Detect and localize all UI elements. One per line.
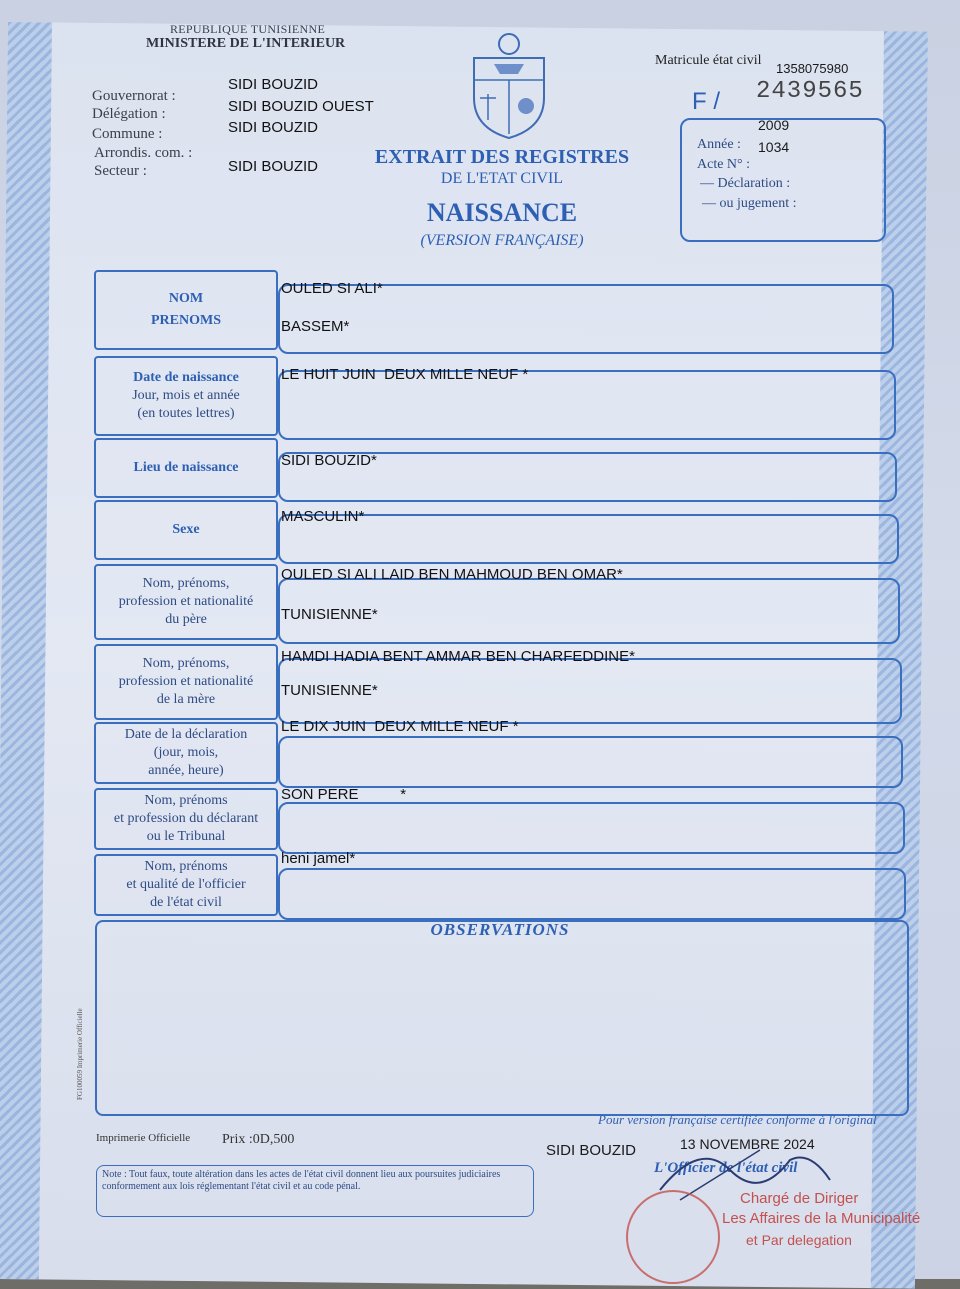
field-value-box [278,736,903,788]
field-value-box [278,514,899,564]
legal-note: Note : Tout faux, toute altération dans les actes de l'état civil donnent lieu aux poursuites judiciaires conformement aux lois réglementant l'état civil et au code pénal. [102,1169,501,1192]
field-label-title: Sexe [172,522,200,537]
secteur-value: SIDI BOUZID [228,158,319,175]
field-value: LE DIX JUIN DEUX MILLE NEUF * [281,718,519,735]
field-label-title: Lieu de naissance [133,460,239,475]
document-title-version: (VERSION FRANÇAISE) [420,232,584,249]
field-value: TUNISIENNE* [281,606,378,623]
field-label-text: Nom, prénoms et profession du déclarant ou le Tribunal [113,793,259,844]
field-label-text: Date de la déclaration (jour, mois, année, heure) [124,727,248,778]
field-value: LE HUIT JUIN DEUX MILLE NEUF * [281,366,529,383]
matricule-label: Matricule état civil [655,53,762,68]
acte-number-label: Acte N° : [697,157,751,172]
field-value-box [278,802,905,854]
document-title-line1: EXTRAIT DES REGISTRES [374,146,630,168]
field-value: HAMDI HADIA BENT AMMAR BEN CHARFEDDINE* [281,648,635,665]
stamp-line2: Les Affaires de la Municipalité [722,1210,921,1227]
municipal-stamp [626,1180,926,1280]
commune-label: Commune : [92,126,163,142]
field-label-box [94,788,278,850]
field-label-title: PRENOMS [151,313,221,328]
declaration-label: — Déclaration : [700,176,791,191]
document-title-line2: DE L'ETAT CIVIL [440,170,564,187]
field-value-box [278,868,906,920]
field-value: heni jamel* [281,850,356,867]
issue-date: 13 NOVEMBRE 2024 [680,1136,815,1152]
field-label-box [94,500,278,560]
commune-value: SIDI BOUZID [228,119,319,136]
officer-signature-label: L'Officier de l'état civil [654,1160,798,1176]
gouvernorat-label: Gouvernorat : [92,88,176,104]
field-value: TUNISIENNE* [281,682,378,699]
ministry-header: MINISTERE DE L'INTERIEUR [146,36,346,51]
delegation-label: Délégation : [92,106,166,122]
delegation-value: SIDI BOUZID OUEST [228,98,374,115]
field-label-box [94,438,278,498]
field-label-title: Date de naissance [133,370,239,385]
stamp-line1: Chargé de Diriger [740,1190,859,1207]
document-title-naissance: NAISSANCE [426,198,578,227]
gouvernorat-value: SIDI BOUZID [228,76,319,93]
decorative-border-left [0,22,52,1279]
stamp-seal-circle [626,1190,720,1284]
field-label-box [94,644,278,720]
field-label-text: Nom, prénoms et qualité de l'officier de l'état civil [126,859,246,910]
field-value: BASSEM* [281,318,350,335]
side-print-code: FG100059 Imprimerie Officielle [76,1008,84,1100]
field-label-box [94,854,278,916]
field-label-box [94,356,278,436]
jugement-label: — ou jugement : [702,196,797,211]
serial-prefix: F / [692,88,720,115]
price-label: Prix :0D,500 [222,1132,295,1147]
issue-place: SIDI BOUZID [546,1142,637,1159]
republic-header: REPUBLIQUE TUNISIENNE [170,22,326,36]
field-label-box [94,722,278,784]
stamp-line3: et Par delegation [746,1232,852,1248]
field-label-text: Nom, prénoms, profession et nationalité du père [118,576,254,627]
arrondissement-label: Arrondis. com. : [94,145,193,161]
matricule-value: 1358075980 [776,61,849,76]
field-value: OULED SI ALI LAID BEN MAHMOUD BEN OMAR* [281,566,623,583]
coat-of-arms-emblem [466,28,552,140]
field-label-text: Jour, mois et année (en toutes lettres) [132,388,240,421]
field-label-title: NOM [168,291,204,306]
field-label-box [94,564,278,640]
field-value: OULED SI ALI* [281,280,383,297]
observations-title: OBSERVATIONS [430,920,570,939]
annee-value: 1034 [758,139,790,155]
year-value: 2009 [758,117,790,133]
observations-box [95,920,909,1116]
field-label-box [94,270,278,350]
field-value: MASCULIN* [281,508,365,525]
field-value: SIDI BOUZID* [281,452,377,469]
field-value: SON PERE * [281,786,407,803]
serial-number: 2439565 [756,78,864,105]
secteur-label: Secteur : [94,163,147,179]
field-label-text: Nom, prénoms, profession et nationalité de la mère [118,656,254,707]
certification-text: Pour version française certifiée conforme à l'original [598,1112,877,1127]
annee-label: Année : [697,137,741,152]
imprimerie-label: Imprimerie Officielle [96,1132,191,1144]
